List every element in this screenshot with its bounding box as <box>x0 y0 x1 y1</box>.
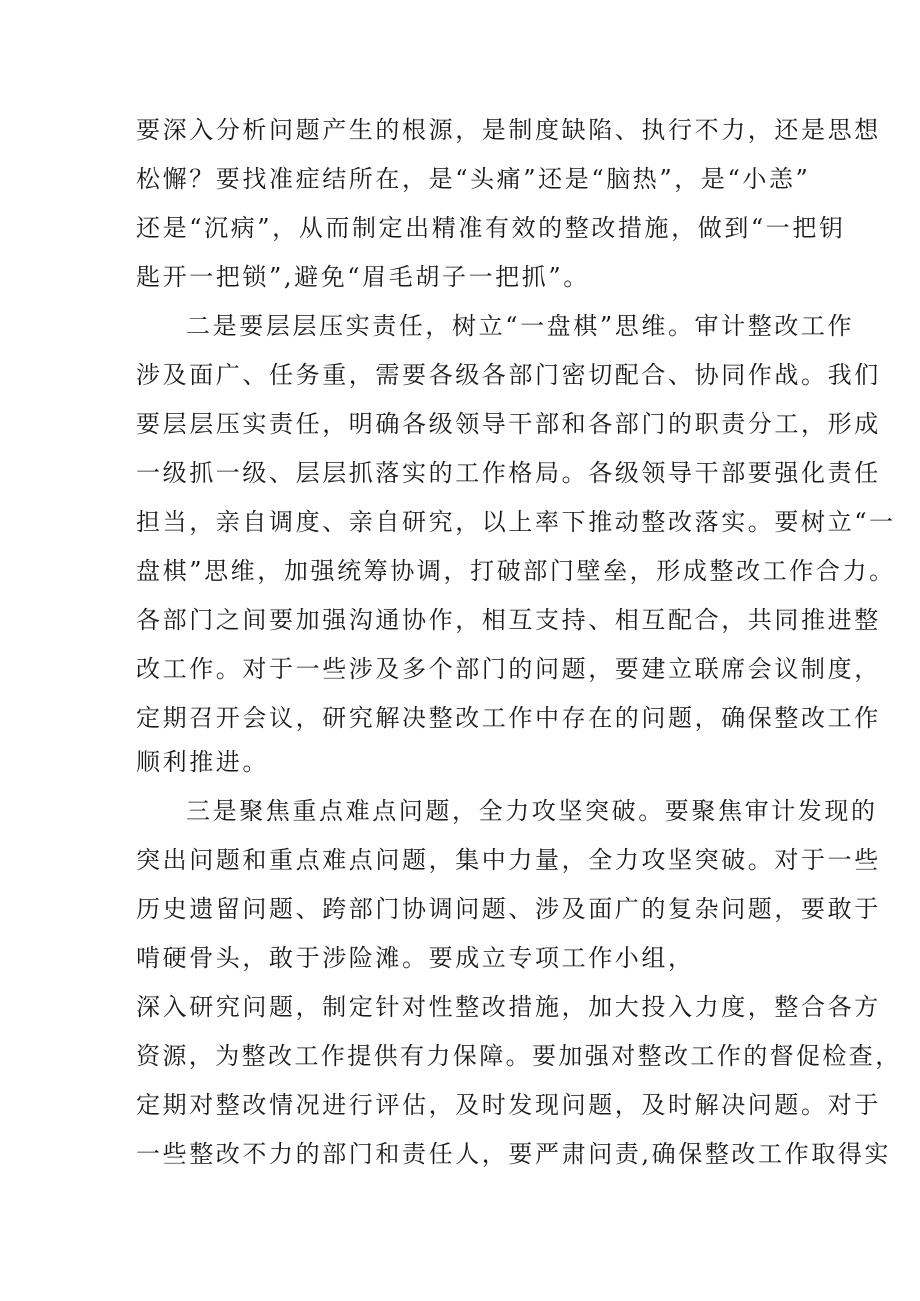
text-line-18: 啃硬骨头，敢于涉险滩。要成立专项工作小组， <box>136 944 695 972</box>
text-line-9: 担当，亲自调度、亲自研究，以上率下推动整改落实。要树立“一 <box>136 508 896 536</box>
text-line-17: 历史遗留问题、跨部门协调问题、涉及面广的复杂问题，要敢于 <box>136 895 881 923</box>
text-line-11: 各部门之间要加强沟通协作，相互支持、相互配合，共同推进整 <box>136 606 881 634</box>
text-line-10: 盘棋”思维，加强统筹协调，打破部门壁垒，形成整改工作合力。 <box>136 557 896 585</box>
paragraph-2-first-line: 二是要层层压实责任，树立“一盘棋”思维。审计整改工作 <box>186 312 855 340</box>
text-line-14: 顺利推进。 <box>136 748 269 776</box>
text-line-1: 要深入分析问题产生的根源，是制度缺陷、执行不力，还是思想 <box>136 116 881 144</box>
text-line-13: 定期召开会议，研究解决整改工作中存在的问题，确保整改工作 <box>136 704 881 732</box>
text-line-21: 定期对整改情况进行评估，及时发现问题，及时解决问题。对于 <box>136 1091 881 1119</box>
text-line-12: 改工作。对于一些涉及多个部门的问题，要建立联席会议制度， <box>136 655 881 683</box>
text-line-3: 还是“沉病”，从而制定出精准有效的整改措施，做到“一把钥 <box>136 214 846 242</box>
paragraph-3-first-line: 三是聚焦重点难点问题，全力攻坚突破。要聚焦审计发现的 <box>186 797 878 825</box>
text-line-2: 松懈？要找准症结所在，是“头痛”还是“脑热”，是“小恙” <box>136 165 811 193</box>
text-line-19: 深入研究问题，制定针对性整改措施，加大投入力度，整合各方 <box>136 993 881 1021</box>
text-line-4: 匙开一把锁”,避免“眉毛胡子一把抓”。 <box>136 263 590 291</box>
text-line-8: 一级抓一级、层层抓落实的工作格局。各级领导干部要强化责任 <box>136 459 881 487</box>
text-line-16: 突出问题和重点难点问题，集中力量，全力攻坚突破。对于一些 <box>136 846 881 874</box>
text-line-7: 要层层压实责任，明确各级领导干部和各部门的职责分工，形成 <box>136 410 881 438</box>
text-line-6: 涉及面广、任务重，需要各级各部门密切配合、协同作战。我们 <box>136 361 881 389</box>
text-line-22: 一些整改不力的部门和责任人，要严肃问责,确保整改工作取得实 <box>136 1140 892 1168</box>
text-line-20: 资源，为整改工作提供有力保障。要加强对整改工作的督促检查， <box>136 1042 902 1070</box>
